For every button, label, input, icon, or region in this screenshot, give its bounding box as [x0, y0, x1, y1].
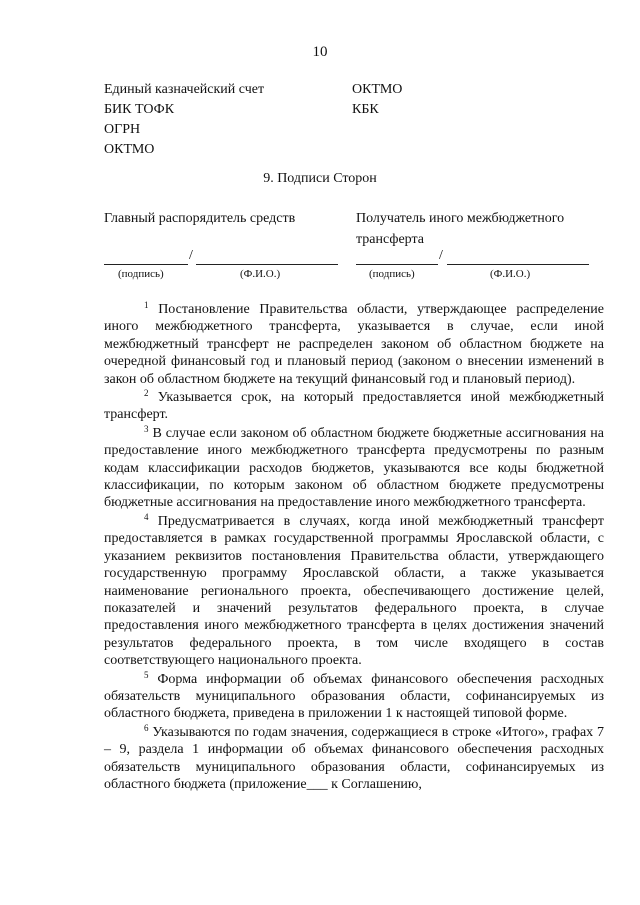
requisite-treasury-account: Единый казначейский счет [104, 82, 265, 97]
footnote [104, 671, 604, 723]
section-heading: 9. Подписи Сторон [263, 171, 377, 186]
footnote-text: Указываются по годам значения, содержащиеся в строке «Итого», графах 7 – 9, раздела 1 информации об объемах финансового обеспечения расходных обязательств муниципального образования области, софинансируемых из областного бюджета (приложение___ к Соглашению, [104, 724, 605, 792]
signatory-right-title-line2: трансферта [356, 232, 424, 247]
footnote-text: Предусматривается в случаях, когда иной межбюджетный трансферт предоставляется в рамках государственной программы Ярославской области, с указанием реквизитов постановления Правительства области, утверждающего государственную программу Ярославской области, а также указывается наименование регионального проекта, обеспечивающего достижение целей, показателей и значений результатов федерального проекта, в случае предоставления иного межбюджетного трансферта в целях достижения значений результатов федерального проекта, в том числе входящего в состав соответствующего национального проекта. [104, 513, 604, 669]
footnote [104, 425, 604, 512]
requisite-oktmo-right: ОКТМО [352, 82, 403, 97]
footnote-text: Указывается срок, на который предоставляется иной межбюджетный трансферт. [104, 390, 605, 423]
footnote-mark: 2 [144, 388, 149, 399]
caption-name-right: (Ф.И.О.) [490, 268, 531, 280]
footnote [104, 389, 604, 424]
page-number: 10 [312, 44, 328, 60]
footnote [104, 301, 604, 388]
footnotes [104, 301, 604, 793]
signature-line-left [104, 264, 188, 265]
footnote-mark: 1 [144, 300, 149, 310]
requisite-oktmo: ОКТМО [104, 142, 155, 157]
footnote [104, 724, 604, 794]
footnote-text: Форма информации об объемах финансового обеспечения расходных обязательств муниципального образования области, софинансируемых из областного бюджета, приведена в приложении 1 к настоящей типовой форме. [104, 671, 604, 722]
name-line-right [447, 264, 589, 265]
requisite-bik: БИК ТОФК [104, 102, 175, 117]
footnote-mark: 4 [144, 511, 149, 522]
requisite-kbk: КБК [352, 102, 379, 117]
footnote-text: Постановление Правительства области, утверждающее распределение иного межбюджетного трансферта, указывается в случае, если иной межбюджетный трансферт не распределен законом об областном бюджете на очередной финансовый год и плановый период (законом о внесении изменений в закон об областном бюджете на текущий финансовый год и плановый период). [104, 302, 605, 387]
caption-name-left: (Ф.И.О.) [240, 268, 281, 280]
signature-separator-left: / [189, 248, 193, 263]
caption-signature-right: (подпись) [369, 268, 415, 280]
requisite-ogrn: ОГРН [104, 122, 141, 137]
name-line-left [196, 264, 338, 265]
footnote [104, 513, 604, 670]
signatory-left-title: Главный распорядитель средств [104, 211, 296, 226]
footnote-mark: 3 [144, 423, 149, 434]
signature-separator-right: / [439, 248, 443, 263]
signature-line-right [356, 264, 438, 265]
footnote-text: В случае если законом об областном бюджете бюджетные ассигнования на предоставление иного межбюджетного трансферта предусмотрены по разным кодам классификации расходов бюджетов, указываются все коды бюджетной классификации, по которым законом об областном бюджете предусмотрены бюджетные ассигнования на предоставление иного межбюджетного трансферта. [104, 425, 605, 511]
footnote-mark: 5 [144, 669, 149, 680]
signatory-right-title-line1: Получатель иного межбюджетного [356, 211, 565, 226]
caption-signature-left: (подпись) [118, 268, 164, 280]
footnote-mark: 6 [144, 722, 149, 733]
